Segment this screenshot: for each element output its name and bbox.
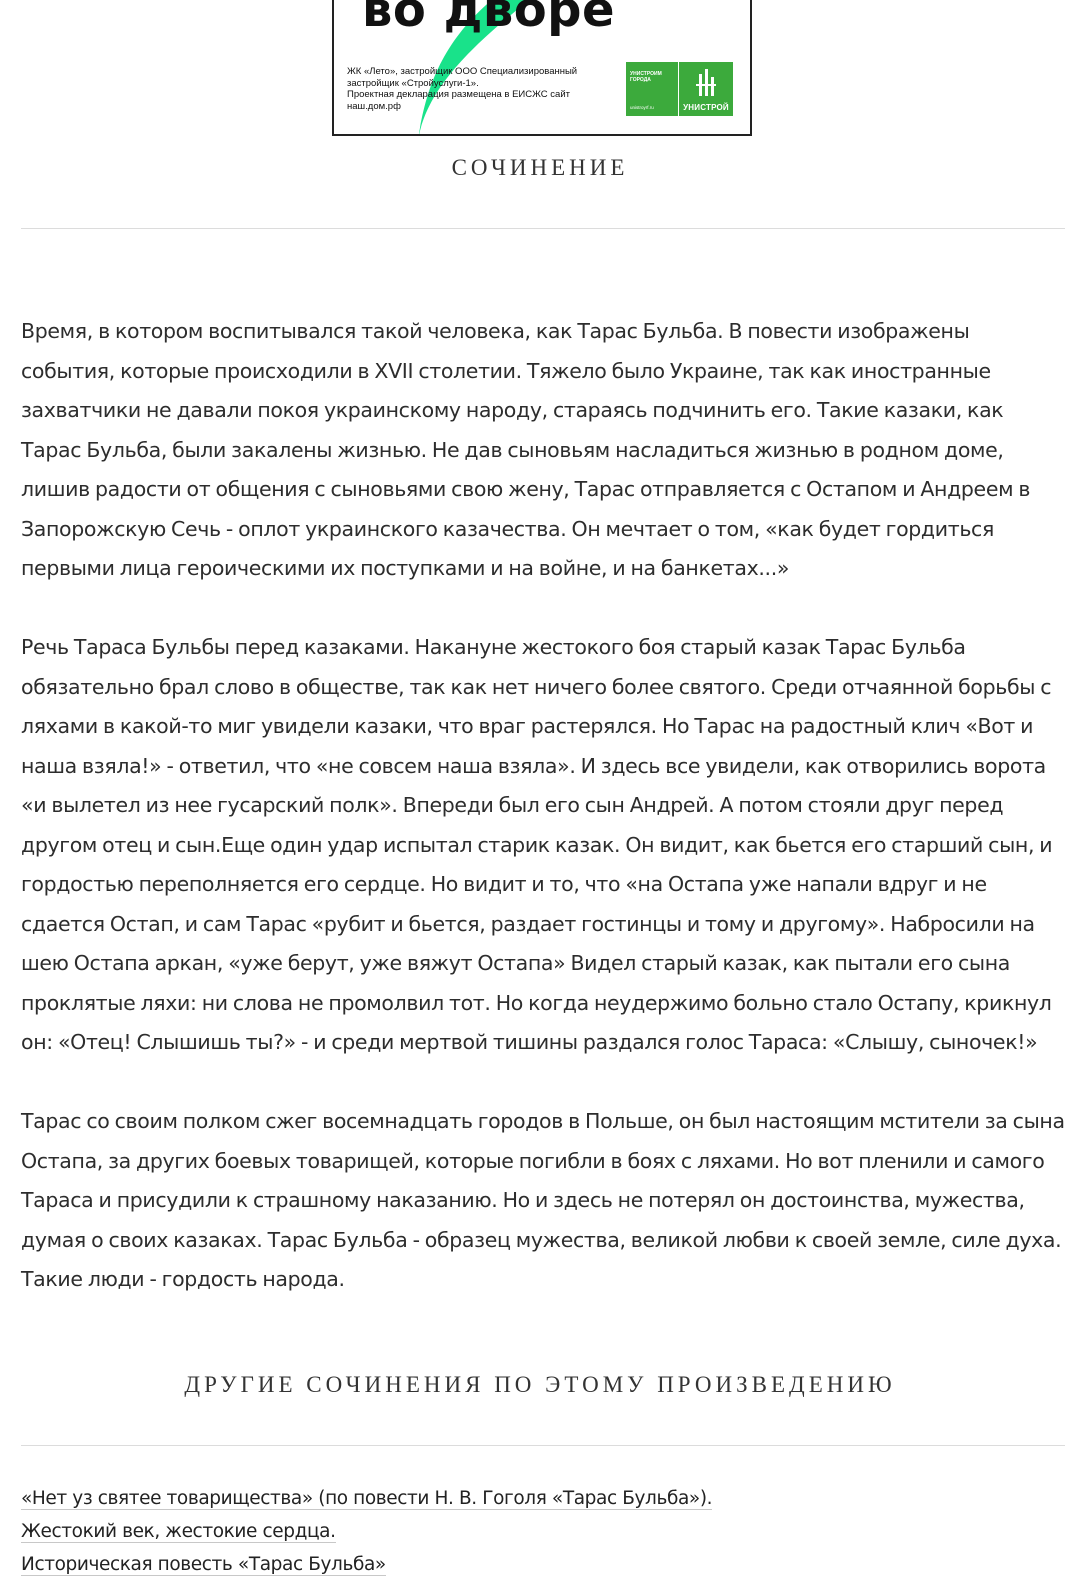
ad-logo-unistroy xyxy=(679,62,733,116)
divider xyxy=(21,1445,1065,1446)
related-heading: ДРУГИЕ СОЧИНЕНИЯ ПО ЭТОМУ ПРОИЗВЕДЕНИЮ xyxy=(184,1372,896,1397)
ad-disclaimer xyxy=(347,66,619,112)
ad-logo-unistroy-label: УНИСТРОЙ xyxy=(683,103,729,112)
essay-body xyxy=(21,312,1065,1339)
essay-heading: СОЧИНЕНИЕ xyxy=(451,155,629,180)
related-link[interactable]: Историческая повесть «Тарас Бульба» xyxy=(21,1554,386,1575)
related-link[interactable]: Жестокий век, жестокие сердца. xyxy=(21,1521,336,1542)
list-item xyxy=(21,1548,1065,1581)
ad-headline: во дворе xyxy=(362,0,616,38)
essay-paragraph: Время, в котором воспитывался такой человека, как Тарас Бульба. В повести изображены события, которые происходили в XVII столетии. Тяжело было Украине, так как иностранные захватчики не давали покоя украинскому народу, стараясь подчинить его. Такие казаки, как Тарас Бульба, были закалены жизнью. Не дав сыновьям насладиться жизнью в родном доме, лишив радости от общения с сыновьями свою жену, Тарас отправляется с Остапом и Андреем в Запорожскую Сечь - оплот украинского казачества. Он мечтает о том, «как будет гордиться первыми лица героическими их поступками и на войне, и на банкетах...» xyxy=(21,319,1031,580)
ad-banner[interactable] xyxy=(332,0,752,136)
ad-disclaimer-line: ЖК «Лето», застройщик ООО Специализированный xyxy=(347,66,578,77)
ad-logo-cities-label: УНИСТРОИМ ГОРОДА xyxy=(630,71,662,83)
ad-logo-cities-site: unistroyrf.ru xyxy=(630,105,654,110)
ad-logo-cities xyxy=(626,62,678,116)
building-icon xyxy=(696,68,716,96)
list-item xyxy=(21,1515,1065,1548)
ad-disclaimer-line: наш.дом.рф xyxy=(347,100,401,112)
essay-paragraph: Тарас со своим полком сжег восемнадцать городов в Польше, он был настоящим мстители за сына Остапа, за других боевых товарищей, которые погибли в боях с ляхами. Но вот пленили и самого Тараса и присудили к страшному наказанию. Но и здесь не потерял он достоинства, мужества, думая о своих казаках. Тарас Бульба - образец мужества, великой любви к своей земле, силе духа. Такие люди - гордость народа. xyxy=(21,1109,1065,1291)
related-link[interactable]: «Нет уз святее товарищества» (по повести Н. В. Гоголя «Тарас Бульба»). xyxy=(21,1488,713,1509)
list-item xyxy=(21,1482,1065,1515)
ad-disclaimer-line: Проектная декларация размещена в ЕИСЖС сайт xyxy=(347,89,570,100)
related-list xyxy=(21,1482,1065,1581)
ad-disclaimer-line: застройщик «Стройуслуги-1». xyxy=(347,77,479,89)
essay-paragraph: Речь Тараса Бульбы перед казаками. Накануне жестокого боя старый казак Тарас Бульба обязательно брал слово в обществе, так как нет ничего более святого. Среди отчаянной борьбы с ляхами в какой-то миг увидели казаки, что враг растерялся. Но Тарас на радостный клич «Вот и наша взяла!» - ответил, что «не совсем наша взяла». И здесь все увидели, как отворились ворота «и вылетел из нее гусарский полк». Впереди был его сын Андрей. А потом стояли друг перед другом отец и сын.Еще один удар испытал старик казак. Он видит, как бьется его старший сын, и гордостью переполняется его сердце. Но видит и то, что «на Остапа уже напали вдруг и не сдается Остап, и сам Тарас «рубит и бьется, раздает гостинцы и тому и другому». Набросили на шею Остапа аркан, «уже берут, уже вяжут Остапа» Видел старый казак, как пытали его сына проклятые ляхи: ни слова не промолвил тот. Но когда неудержимо больно стало Остапу, крикнул он: «Отец! Слышишь ты?» - и среди мертвой тишины раздался голос Тараса: «Слышу, сыночек!» xyxy=(21,635,1053,1054)
divider xyxy=(21,228,1065,229)
